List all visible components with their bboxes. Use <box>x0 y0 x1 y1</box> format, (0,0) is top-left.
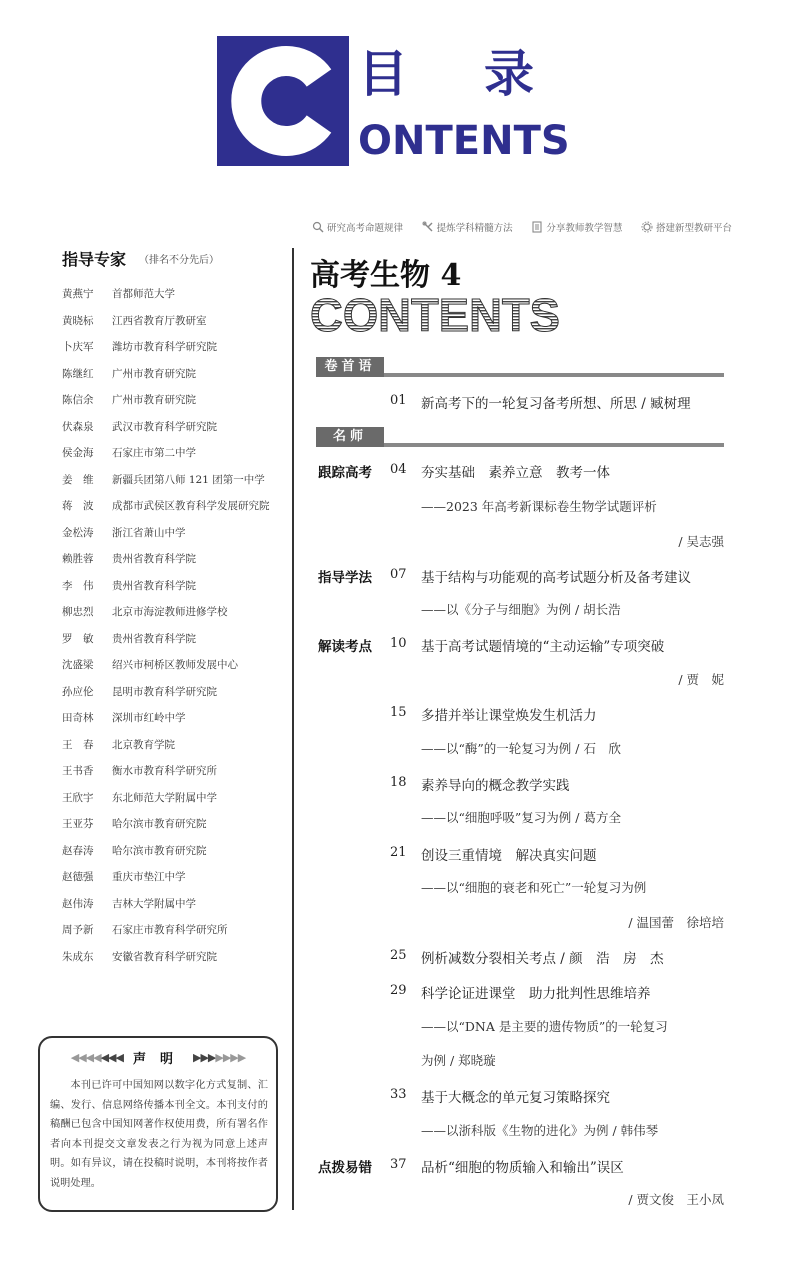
toc-page: 21 <box>390 845 407 860</box>
toc-subtitle: ——以“细胞的衰老和死亡”一轮复习为例 <box>421 880 647 895</box>
column-divider <box>292 248 294 1210</box>
section-label: 卷首语 <box>316 357 384 377</box>
toc-page: 18 <box>390 775 407 790</box>
toc-title[interactable]: 基于结构与功能观的高考试题分析及备考建议 <box>421 570 691 586</box>
expert-row <box>62 283 292 310</box>
document-icon <box>531 221 543 233</box>
notice-box <box>38 1036 278 1212</box>
expert-name: 黄晓标 <box>62 314 94 327</box>
toc-subtitle-cont: 为例 / 郑晓璇 <box>421 1053 496 1068</box>
toc-author: / 温国蕾 徐培培 <box>628 915 724 930</box>
expert-name: 李 伟 <box>62 579 94 592</box>
expert-row <box>62 575 292 602</box>
section-label: 名师 <box>316 427 384 447</box>
expert-org: 重庆市垫江中学 <box>112 871 186 883</box>
toc-title[interactable]: 基于大概念的单元复习策略探究 <box>421 1090 610 1106</box>
expert-name: 赵德强 <box>62 871 94 883</box>
section-bar-juanshouyu <box>316 357 724 377</box>
toc-title[interactable]: 创设三重情境 解决真实问题 <box>421 848 597 864</box>
expert-row <box>62 389 292 416</box>
toc-category: 指导学法 <box>318 570 372 586</box>
expert-org: 深圳市红岭中学 <box>112 712 186 724</box>
expert-name: 王书香 <box>62 765 94 777</box>
expert-org: 贵州省教育科学院 <box>112 632 196 645</box>
expert-row <box>62 813 292 840</box>
toc-title[interactable]: 基于高考试题情境的“主动运输”专项突破 <box>421 639 665 655</box>
expert-name: 姜 维 <box>62 473 94 486</box>
expert-org: 绍兴市柯桥区教师发展中心 <box>112 659 238 671</box>
expert-name: 罗 敏 <box>62 632 94 645</box>
toc-page: 10 <box>390 636 407 651</box>
expert-org: 哈尔滨市教育研究院 <box>112 844 207 857</box>
tagline-1 <box>312 220 403 234</box>
logo-c-icon <box>217 36 349 166</box>
tagline-text: 研究高考命题规律 <box>327 223 404 234</box>
toc-author: / 贾 妮 <box>678 672 724 687</box>
taglines <box>312 220 732 234</box>
expert-name: 陈信余 <box>62 394 94 406</box>
expert-org: 东北师范大学附属中学 <box>112 791 217 804</box>
toc-page: 37 <box>390 1157 407 1172</box>
toc-page: 33 <box>390 1087 407 1102</box>
expert-org: 哈尔滨市教育研究院 <box>112 818 207 830</box>
expert-org: 潍坊市教育科学研究院 <box>112 341 217 353</box>
tagline-text: 提炼学科精髓方法 <box>436 223 513 234</box>
expert-row <box>62 416 292 443</box>
expert-org: 成都市武侯区教育科学发展研究院 <box>112 500 270 512</box>
toc-title[interactable]: 新高考下的一轮复习备考所想、所思 / 臧树理 <box>421 396 691 412</box>
expert-row <box>62 469 292 496</box>
toc-page: 04 <box>390 462 407 477</box>
toc-subtitle: ——以“酶”的一轮复习为例 / 石 欣 <box>421 741 621 756</box>
contents-outline-text: CONTENTS <box>310 292 560 338</box>
expert-row <box>62 442 292 469</box>
contents-outline-word <box>310 292 562 338</box>
section-bar-mingshi <box>316 427 724 447</box>
expert-org: 贵州省教育科学院 <box>112 579 196 592</box>
toc-title[interactable]: 素养导向的概念教学实践 <box>421 778 570 794</box>
expert-name: 赵春涛 <box>62 844 94 857</box>
expert-name: 黄燕宁 <box>62 288 94 300</box>
expert-row <box>62 919 292 946</box>
section-rule <box>384 443 724 447</box>
expert-org: 武汉市教育科学研究院 <box>112 420 217 433</box>
expert-name: 金松涛 <box>62 526 94 539</box>
tagline-text: 分享教师教学智慧 <box>546 223 623 234</box>
notice-title: 声明 <box>132 1052 187 1067</box>
header-mu: 目 <box>358 45 408 103</box>
expert-row <box>62 548 292 575</box>
toc-title[interactable]: 夯实基础 素养立意 教考一体 <box>421 465 610 481</box>
expert-name: 孙应伦 <box>62 685 94 698</box>
expert-row <box>62 310 292 337</box>
expert-org: 江西省教育厅教研室 <box>112 314 207 327</box>
expert-name: 田奇林 <box>62 712 94 724</box>
logo-c-block <box>217 36 349 166</box>
toc-category: 跟踪高考 <box>318 465 372 481</box>
toc-page: 01 <box>390 393 407 408</box>
notice-header <box>40 1048 276 1067</box>
tagline-4 <box>641 220 732 234</box>
expert-row <box>62 760 292 787</box>
expert-org: 浙江省萧山中学 <box>112 526 186 539</box>
expert-org: 石家庄市第二中学 <box>112 447 196 459</box>
expert-row <box>62 946 292 973</box>
header-lu: 录 <box>484 45 534 103</box>
toc-title[interactable]: 多措并举让课堂焕发生机活力 <box>421 708 597 724</box>
expert-row <box>62 840 292 867</box>
left-arrows-icon: ◀◀◀◀◀◀◀ <box>70 1051 123 1064</box>
tools-icon <box>422 221 434 233</box>
expert-org: 衡水市教育科学研究所 <box>112 765 217 777</box>
expert-row <box>62 363 292 390</box>
expert-name: 柳忠烈 <box>62 606 94 618</box>
search-icon <box>312 221 324 233</box>
toc-page: 15 <box>390 705 407 720</box>
toc-subtitle: ——以《分子与细胞》为例 / 胡长浩 <box>421 602 621 617</box>
toc-page: 25 <box>390 948 407 963</box>
expert-row <box>62 601 292 628</box>
gear-icon <box>641 221 653 233</box>
expert-org: 石家庄市教育科学研究所 <box>112 924 228 936</box>
expert-name: 侯金海 <box>62 447 94 459</box>
expert-row <box>62 787 292 814</box>
expert-name: 卜庆军 <box>62 341 94 353</box>
expert-row <box>62 628 292 655</box>
expert-row <box>62 654 292 681</box>
expert-org: 吉林大学附属中学 <box>112 897 196 910</box>
expert-name: 陈继红 <box>62 367 94 380</box>
expert-org: 昆明市教育科学研究院 <box>112 685 217 698</box>
expert-org: 安徽省教育科学研究院 <box>112 950 217 963</box>
toc-subtitle: ——以“DNA 是主要的遗传物质”的一轮复习 <box>421 1019 668 1034</box>
expert-org: 北京市海淀教师进修学校 <box>112 606 228 618</box>
magazine-title: 高考生物 4 <box>310 258 462 293</box>
expert-name: 王欣宇 <box>62 791 94 804</box>
expert-name: 赵伟涛 <box>62 897 94 910</box>
expert-org: 广州市教育研究院 <box>112 394 196 406</box>
expert-row <box>62 707 292 734</box>
toc-subtitle: ——以浙科版《生物的进化》为例 / 韩伟琴 <box>421 1123 659 1138</box>
toc-category: 点拨易错 <box>318 1160 372 1176</box>
right-arrows-icon: ▶▶▶▶▶▶▶ <box>193 1051 246 1064</box>
toc-author: / 贾文俊 王小凤 <box>628 1192 724 1207</box>
expert-row <box>62 336 292 363</box>
expert-name: 蒋 波 <box>62 500 94 512</box>
expert-name: 伏森泉 <box>62 420 94 433</box>
tagline-2 <box>422 220 513 234</box>
tagline-3 <box>531 220 622 234</box>
experts-list <box>62 283 292 972</box>
toc-subtitle: ——以“细胞呼吸”复习为例 / 葛方全 <box>421 810 621 825</box>
expert-row <box>62 893 292 920</box>
expert-row <box>62 866 292 893</box>
toc-title[interactable]: 品析“细胞的物质输入和输出”误区 <box>421 1160 624 1176</box>
expert-org: 首都师范大学 <box>112 288 175 300</box>
section-rule <box>384 373 724 377</box>
toc-page: 29 <box>390 983 407 998</box>
experts-title: 指导专家 <box>62 250 127 269</box>
toc-category: 解读考点 <box>318 639 372 655</box>
expert-org: 新疆兵团第八师 121 团第一中学 <box>112 473 265 486</box>
experts-note: （排名不分先后） <box>139 255 219 266</box>
expert-name: 王 春 <box>62 738 94 751</box>
header-ontents: ONTENTS <box>358 118 570 164</box>
expert-org: 贵州省教育科学院 <box>112 553 196 565</box>
expert-org: 广州市教育研究院 <box>112 367 196 380</box>
toc-subtitle: ——2023 年高考新课标卷生物学试题评析 <box>421 499 657 514</box>
toc-title[interactable]: 科学论证进课堂 助力批判性思维培养 <box>421 986 651 1002</box>
expert-row <box>62 495 292 522</box>
expert-name: 王亚芬 <box>62 818 94 830</box>
expert-name: 沈盛梁 <box>62 659 94 671</box>
expert-name: 朱成东 <box>62 950 94 963</box>
toc-title[interactable]: 例析减数分裂相关考点 / 颜 浩 房 杰 <box>421 951 664 967</box>
expert-row <box>62 522 292 549</box>
toc-page: 07 <box>390 567 407 582</box>
toc-author: / 吴志强 <box>678 534 724 549</box>
expert-row <box>62 734 292 761</box>
tagline-text: 搭建新型教研平台 <box>655 223 732 234</box>
expert-name: 周予新 <box>62 924 94 936</box>
expert-name: 赖胜蓉 <box>62 553 94 565</box>
expert-org: 北京教育学院 <box>112 738 175 751</box>
notice-body: 本刊已许可中国知网以数字化方式复制、汇编、发行、信息网络传播本刊全文。本刊支付的稿酬已包含中国知网著作权使用费，所有署名作者向本刊提交文章发表之行为视为同意上述声明。如有异议，请在投稿时说明，本刊将按作者说明处理。 <box>50 1080 268 1189</box>
expert-row <box>62 681 292 708</box>
